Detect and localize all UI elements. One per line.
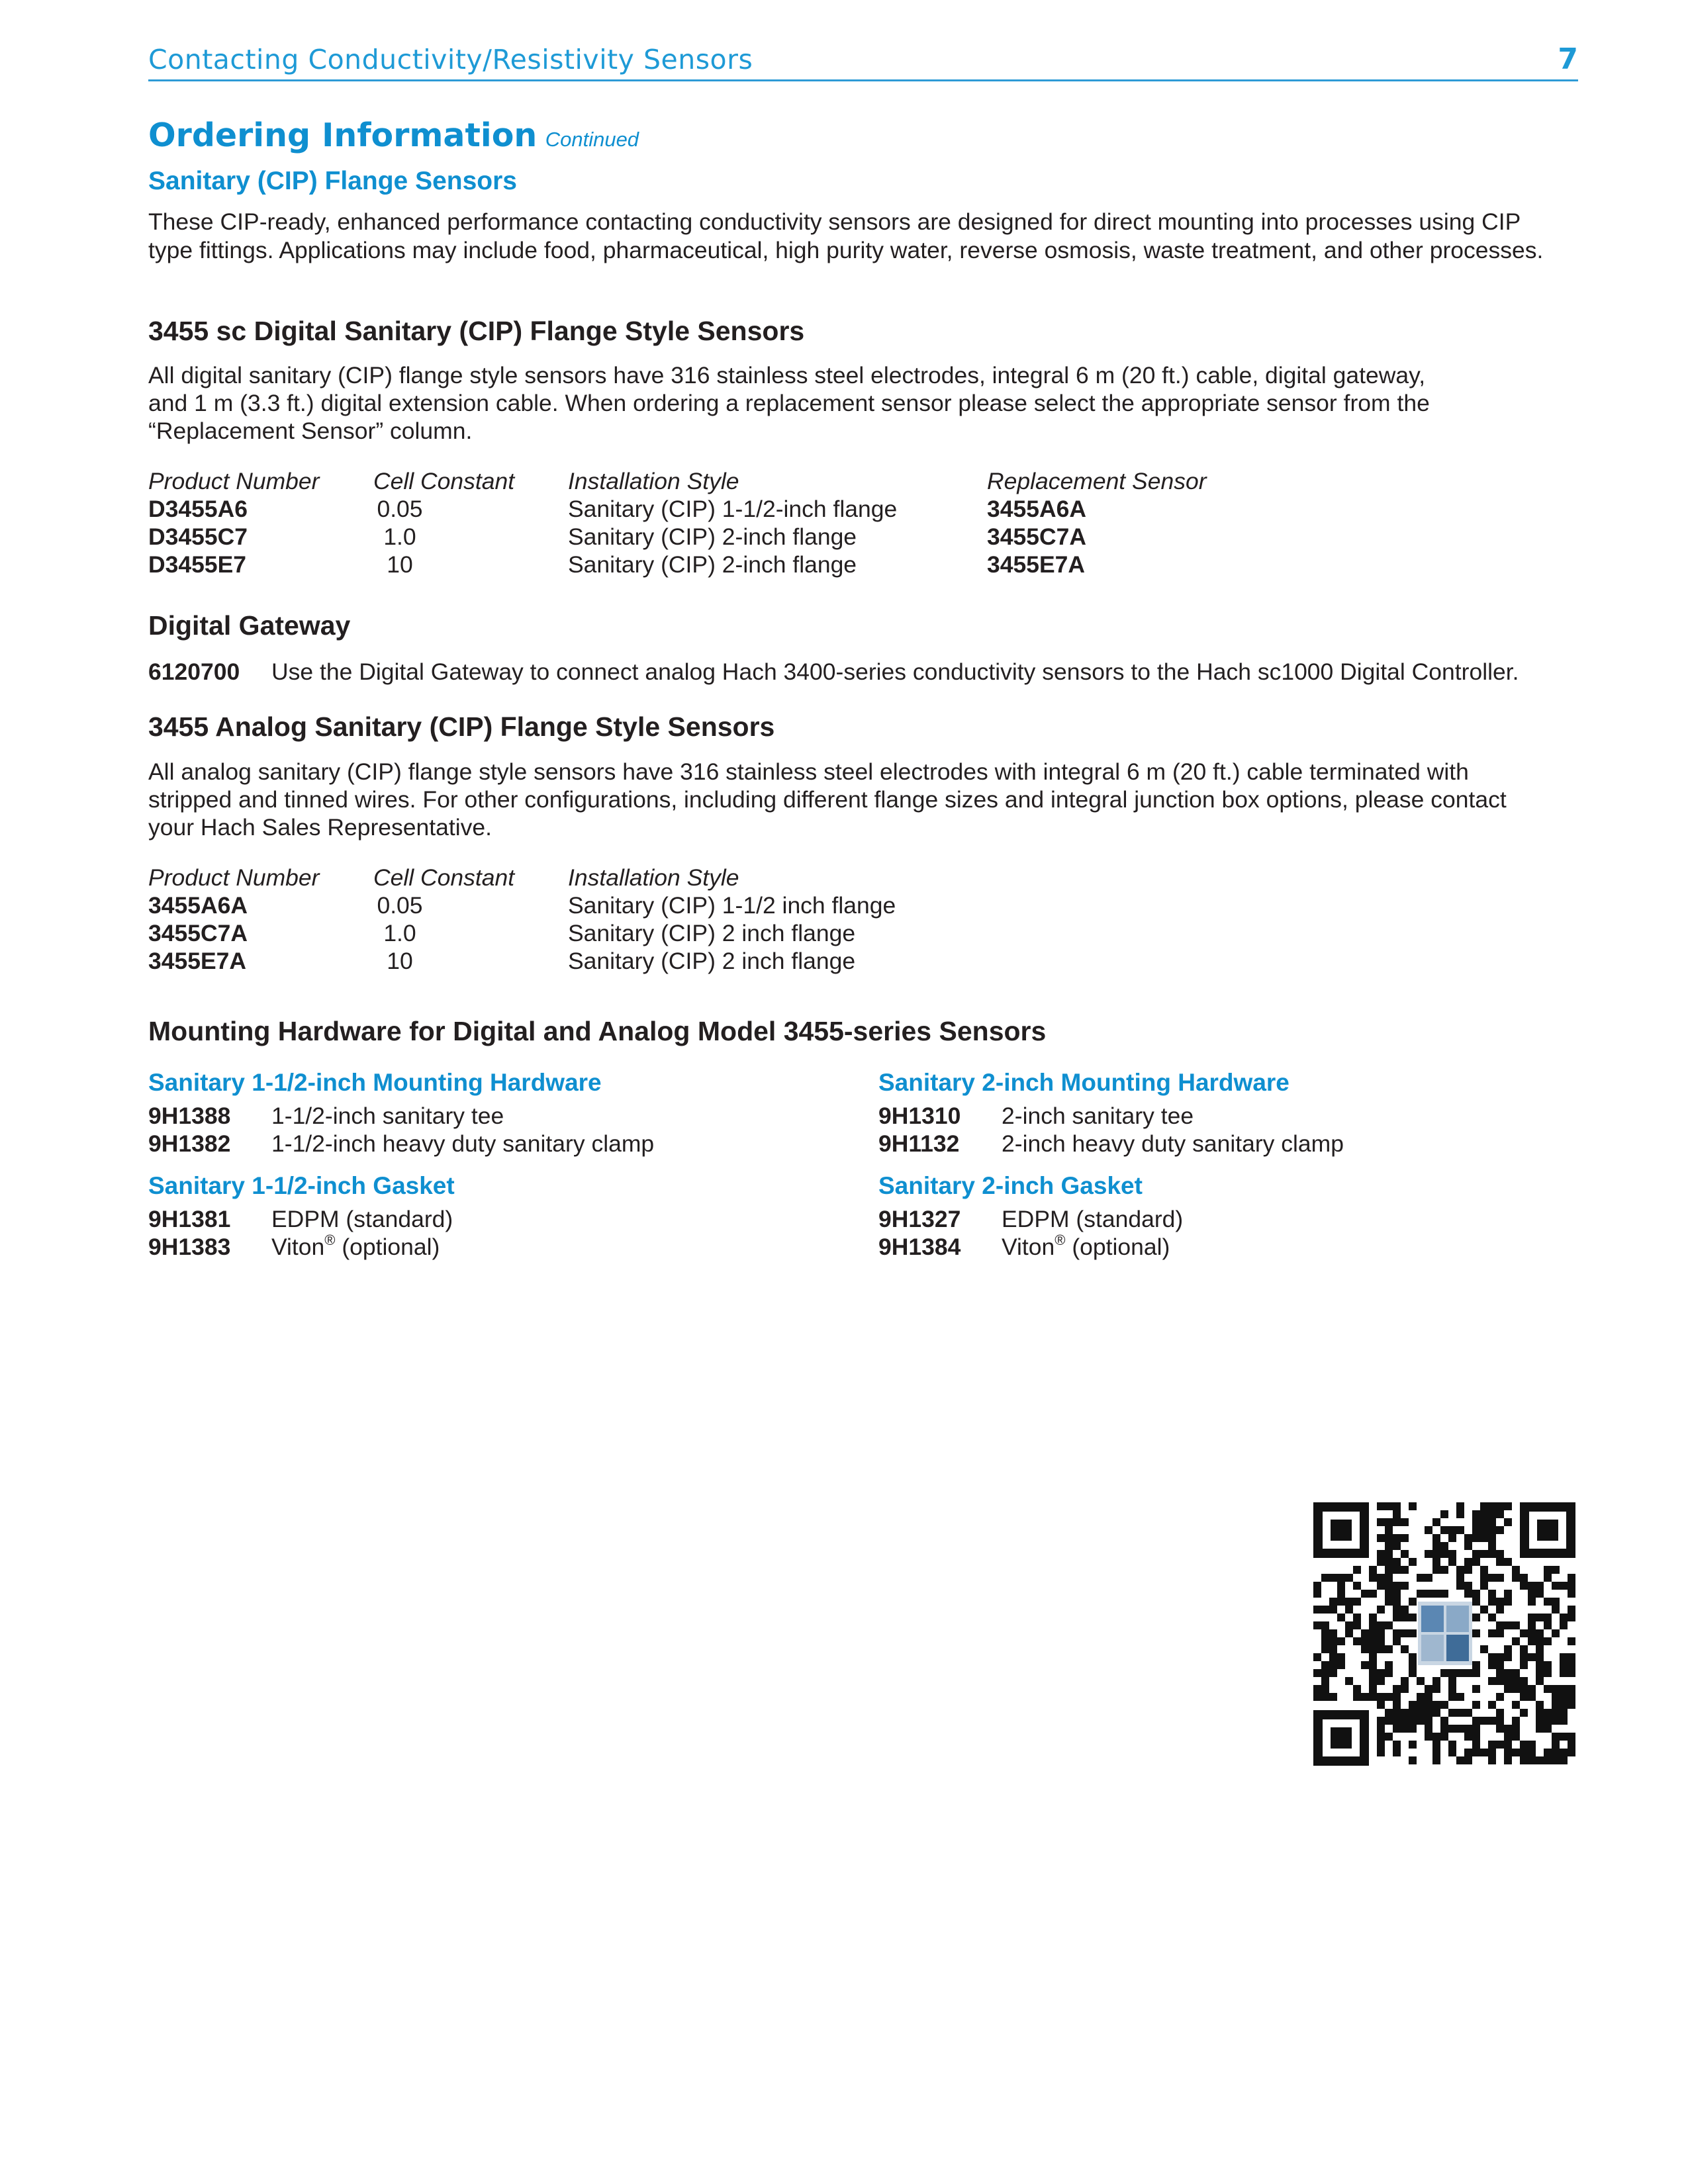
installation-style: Sanitary (CIP) 2 inch flange — [568, 920, 856, 946]
continued-label: Continued — [545, 128, 639, 151]
hardware-2-inch-group — [878, 1069, 1540, 1158]
product-number: 3455A6A — [148, 892, 248, 919]
list-item — [878, 1102, 1540, 1130]
analog-sensors-title: 3455 Analog Sanitary (CIP) Flange Style Sensors — [148, 711, 775, 742]
product-number: D3455C7 — [148, 523, 248, 550]
list-item — [148, 1102, 810, 1130]
hardware-1-5-inch-group — [148, 1069, 810, 1158]
column-header-product-number: Product Number — [148, 864, 320, 891]
column-header-cell-constant: Cell Constant — [373, 864, 515, 891]
part-number: 9H1310 — [878, 1103, 961, 1129]
installation-style: Sanitary (CIP) 1-1/2 inch flange — [568, 892, 896, 919]
part-description: 2-inch sanitary tee — [1002, 1103, 1194, 1129]
cell-constant: 1.0 — [383, 523, 416, 550]
hardware-2-inch-title: Sanitary 2-inch Mounting Hardware — [878, 1069, 1289, 1096]
column-header-installation-style: Installation Style — [568, 864, 739, 891]
table-header-row — [148, 467, 1538, 495]
part-description: EDPM (standard) — [271, 1206, 453, 1232]
replacement-sensor: 3455A6A — [987, 496, 1086, 522]
gasket-2-inch-title: Sanitary 2-inch Gasket — [878, 1172, 1143, 1199]
column-header-product-number: Product Number — [148, 468, 320, 494]
part-number: 9H1384 — [878, 1234, 961, 1260]
cip-intro-paragraph — [148, 208, 1585, 265]
table-row — [148, 495, 1538, 523]
column-header-installation-style: Installation Style — [568, 468, 739, 494]
replacement-sensor: 3455E7A — [987, 551, 1086, 578]
gateway-part-number: 6120700 — [148, 659, 240, 685]
product-number: D3455E7 — [148, 551, 247, 578]
running-header — [148, 42, 1578, 81]
registered-mark: ® — [1055, 1232, 1066, 1249]
cip-section-title: Sanitary (CIP) Flange Sensors — [148, 167, 517, 195]
part-number: 9H1388 — [148, 1103, 231, 1129]
table-row — [148, 891, 1538, 919]
part-description-suffix: (optional) — [1065, 1234, 1170, 1260]
ordering-information-title: Ordering Information — [148, 116, 538, 154]
list-item — [878, 1130, 1540, 1158]
qr-code-icon[interactable] — [1313, 1502, 1575, 1766]
registered-mark: ® — [324, 1232, 336, 1249]
digital-sensors-paragraph — [148, 361, 1585, 445]
paragraph-line: All analog sanitary (CIP) flange style sensors have 316 stainless steel electrodes with integral 6 m (20 ft.) cable terminated with — [148, 758, 1469, 785]
installation-style: Sanitary (CIP) 2 inch flange — [568, 948, 856, 974]
part-description: EDPM (standard) — [1002, 1206, 1184, 1232]
part-number: 9H1132 — [878, 1130, 960, 1157]
gasket-1-5-inch-title: Sanitary 1-1/2-inch Gasket — [148, 1172, 455, 1199]
mounting-hardware-title: Mounting Hardware for Digital and Analog Model 3455-series Sensors — [148, 1016, 1047, 1046]
paragraph-line: All digital sanitary (CIP) flange style sensors have 316 stainless steel electrodes, integral 6 m (20 ft.) cable, digital gateway, — [148, 362, 1426, 388]
part-number: 9H1381 — [148, 1206, 231, 1232]
part-description-suffix: (optional) — [335, 1234, 440, 1260]
part-description-text: Viton — [1002, 1234, 1055, 1260]
digital-gateway-title: Digital Gateway — [148, 610, 351, 641]
page-number: 7 — [1558, 42, 1578, 76]
gasket-2-inch-group — [878, 1172, 1540, 1261]
list-item — [148, 1233, 810, 1261]
part-number: 9H1383 — [148, 1234, 231, 1260]
cell-constant: 10 — [387, 551, 413, 578]
part-description: 2-inch heavy duty sanitary clamp — [1002, 1130, 1344, 1157]
paragraph-line: stripped and tinned wires. For other configurations, including different flange sizes and integral junction box options, please contact — [148, 786, 1507, 813]
digital-sensors-title: 3455 sc Digital Sanitary (CIP) Flange Style Sensors — [148, 316, 805, 346]
running-header-title: Contacting Conductivity/Resistivity Sensors — [148, 44, 753, 75]
digital-gateway-item — [148, 659, 1519, 686]
part-number: 9H1382 — [148, 1130, 231, 1157]
cell-constant: 0.05 — [377, 892, 423, 919]
cell-constant: 10 — [387, 948, 413, 974]
cell-constant: 0.05 — [377, 496, 423, 522]
replacement-sensor: 3455C7A — [987, 523, 1086, 550]
gateway-description: Use the Digital Gateway to connect analog Hach 3400-series conductivity sensors to the Hach sc1000 Digital Controller. — [271, 659, 1519, 685]
analog-sensors-table — [148, 864, 1538, 975]
part-description: 1-1/2-inch heavy duty sanitary clamp — [271, 1130, 655, 1157]
table-header-row — [148, 864, 1538, 891]
table-row — [148, 947, 1538, 975]
product-number: D3455A6 — [148, 496, 248, 522]
column-header-replacement-sensor: Replacement Sensor — [987, 468, 1207, 494]
list-item — [148, 1130, 810, 1158]
ordering-information-heading — [148, 116, 639, 154]
part-description-text: Viton — [271, 1234, 325, 1260]
list-item — [878, 1233, 1540, 1261]
analog-sensors-paragraph — [148, 758, 1585, 841]
table-row — [148, 919, 1538, 947]
table-row — [148, 523, 1538, 551]
paragraph-line: and 1 m (3.3 ft.) digital extension cable. When ordering a replacement sensor please select the appropriate sensor from the — [148, 390, 1430, 416]
list-item — [148, 1205, 810, 1233]
digital-sensors-table — [148, 467, 1538, 578]
part-description: 1-1/2-inch sanitary tee — [271, 1103, 504, 1129]
column-header-cell-constant: Cell Constant — [373, 468, 515, 494]
product-number: 3455C7A — [148, 920, 248, 946]
list-item — [878, 1205, 1540, 1233]
paragraph-line: your Hach Sales Representative. — [148, 814, 492, 841]
paragraph-line: type fittings. Applications may include food, pharmaceutical, high purity water, reverse osmosis, waste treatment, and other processes. — [148, 237, 1544, 263]
gasket-1-5-inch-group — [148, 1172, 810, 1261]
installation-style: Sanitary (CIP) 2-inch flange — [568, 523, 857, 550]
table-row — [148, 551, 1538, 578]
part-description — [1002, 1233, 1170, 1261]
paragraph-line: These CIP-ready, enhanced performance contacting conductivity sensors are designed for direct mounting into processes using CIP — [148, 208, 1521, 235]
paragraph-line: “Replacement Sensor” column. — [148, 418, 473, 444]
installation-style: Sanitary (CIP) 2-inch flange — [568, 551, 857, 578]
product-number: 3455E7A — [148, 948, 247, 974]
part-number: 9H1327 — [878, 1206, 961, 1232]
cell-constant: 1.0 — [383, 920, 416, 946]
part-description — [271, 1233, 440, 1261]
installation-style: Sanitary (CIP) 1-1/2-inch flange — [568, 496, 898, 522]
hardware-1-5-inch-title: Sanitary 1-1/2-inch Mounting Hardware — [148, 1069, 602, 1096]
